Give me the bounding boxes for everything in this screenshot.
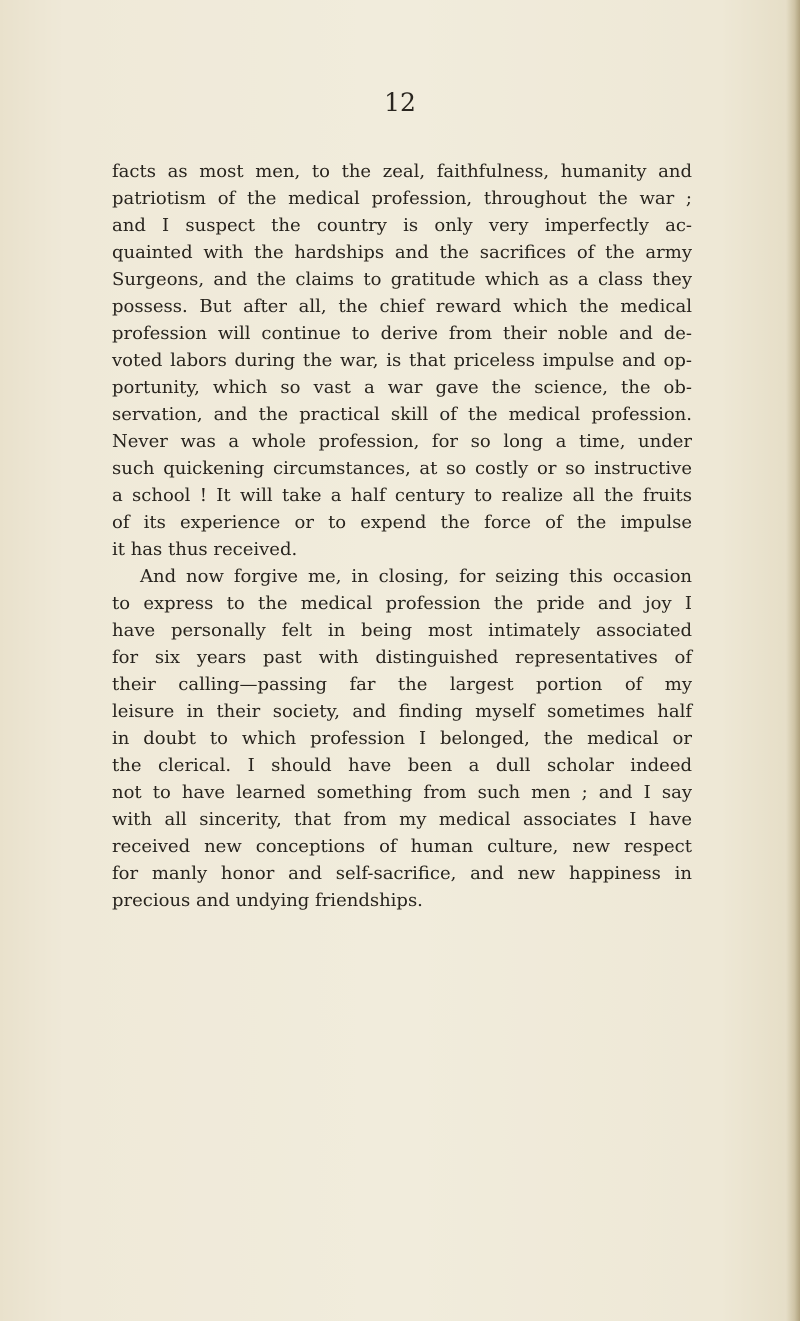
text-line: not to have learned something from such men ; and I say (112, 782, 692, 803)
body-text (112, 158, 692, 914)
text-line: And now forgive me, in closing, for seizing this occasion (140, 566, 692, 587)
text-line: Surgeons, and the claims to gratitude which as a class they (112, 269, 692, 290)
text-line: quainted with the hardships and the sacrifices of the army (112, 242, 692, 263)
text-line: patriotism of the medical profession, throughout the war ; (112, 188, 692, 209)
paragraph-2 (112, 563, 692, 914)
text-line: profession will continue to derive from their noble and de- (112, 323, 692, 344)
text-line: facts as most men, to the zeal, faithfulness, humanity and (112, 161, 692, 182)
text-line: the clerical. I should have been a dull scholar indeed (112, 755, 692, 776)
text-line: to express to the medical profession the pride and joy I (112, 593, 692, 614)
text-line: precious and undying friendships. (112, 890, 423, 911)
text-line: of its experience or to expend the force of the impulse (112, 512, 692, 533)
text-line: portunity, which so vast a war gave the science, the ob- (112, 377, 692, 398)
text-line: and I suspect the country is only very imperfectly ac- (112, 215, 692, 236)
page-number: 12 (384, 88, 416, 117)
text-line: their calling—passing far the largest portion of my (112, 674, 692, 695)
page-edge-shadow (786, 0, 800, 1321)
text-line: for manly honor and self-sacrifice, and new happiness in (112, 863, 692, 884)
paragraph-1 (112, 158, 692, 563)
text-line: voted labors during the war, is that priceless impulse and op- (112, 350, 692, 371)
text-line: received new conceptions of human culture, new respect (112, 836, 692, 857)
text-line: for six years past with distinguished representatives of (112, 647, 692, 668)
text-line: a school ! It will take a half century to realize all the fruits (112, 485, 692, 506)
text-line: it has thus received. (112, 539, 298, 560)
text-line: in doubt to which profession I belonged, the medical or (112, 728, 692, 749)
text-line: leisure in their society, and finding myself sometimes half (112, 701, 692, 722)
text-line: possess. But after all, the chief reward which the medical (112, 296, 692, 317)
text-line: servation, and the practical skill of the medical profession. (112, 404, 692, 425)
text-line: such quickening circumstances, at so costly or so instructive (112, 458, 692, 479)
text-line: with all sincerity, that from my medical associates I have (112, 809, 692, 830)
text-line: have personally felt in being most intimately associated (112, 620, 692, 641)
text-line: Never was a whole profession, for so long a time, under (112, 431, 692, 452)
